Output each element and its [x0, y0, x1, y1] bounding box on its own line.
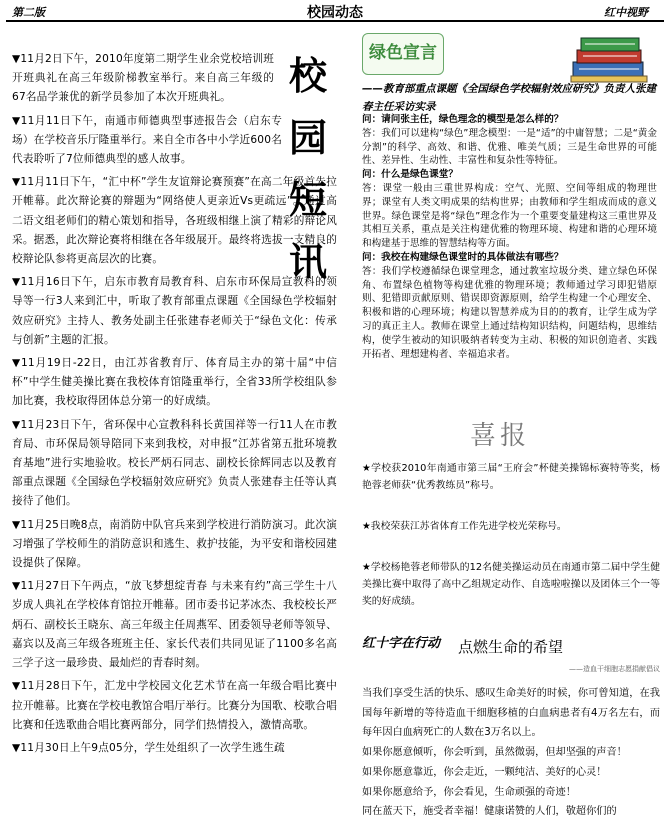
good-news-item: ★学校获2010年南通市第三届“王府会”杯健美操锦标赛特等奖，杨艳蓉老师获“优秀教练员”称号。 [362, 463, 660, 491]
poem-line: 如果你愿意靠近，你会走近，一颗纯洁、美好的心灵！ [362, 766, 607, 778]
page-number: 第二版 [12, 6, 45, 19]
poem-line: 如果你愿意倾听，你会听到，虽然微弱，但却坚强的声音！ [362, 747, 627, 759]
interview-subheading: ——教育部重点课题《全国绿色学校辐射效应研究》负责人张建春主任采访实录 [362, 83, 656, 113]
red-cross-title: 点燃生命的希望 [458, 638, 564, 656]
news-item: ▼11月16日下午，启东市教育局教育科、启东市环保局宣教科的领导等一行3人来到汇中，听取了教育部重点课题《全国绿色学校辐射效应研究》主持人、教务处副主任张建春老师关于“绿色文化：传承与创新”主题的汇报。 [12, 276, 337, 346]
red-cross-label: 红十字在行动 [362, 636, 441, 651]
paper-name: 红中视野 [604, 6, 648, 19]
poem-line: 同在蓝天下，施受者幸福！健康诺赞的人们，敬超你们的 [362, 806, 617, 818]
section-title-campus-news: 校 园 短 讯 [288, 53, 327, 284]
page-title: 校园动态 [307, 5, 363, 21]
question: 问：请问张主任，绿色理念的模型是怎么样的？ [362, 114, 564, 125]
answer: 答：我们学校遵循绿色课堂理念，通过教室垃圾分类、建立绿色环保角、布置绿色植物等构建优雅的物理环境；教师通过学习即犯错原则、犯错即贡献原则、错误即资源原则，给学生构建一个心理安全、积极和谐的心理环境；构建以智慧养成为目的的教育，让学生成为学习的真正主人。教师在课堂上通过结构知识结构，问题结构，思维结构，使学生被动的知识吸纳者转变为主动、积极的知识创造者、实践开拓者、理想建构者、幸福追求者。 [362, 265, 657, 360]
green-declaration-badge: 绿色宣言 [362, 33, 444, 75]
news-item: ▼11月27日下午两点，“放飞梦想绽青春 与未来有约”高三学生十八岁成人典礼在学校体育馆拉开帷幕。团市委书记茅冰杰、我校校长严炳石、副校长王晓东、高三年级主任周燕军、团委领导老师等领导、嘉宾以及高三年级各班班主任、家长代表们共同见证了1100多名高三学子这一最珍贵、最灿烂的青春时刻。 [12, 580, 337, 670]
red-cross-author: ——造血干细胞志愿捐献倡议 [569, 665, 660, 673]
good-news-item: ★学校杨艳蓉老师带队的12名健美操运动员在南通市第二届中学生健美操比赛中取得了高中乙组规定动作、自选啦啦操以及团体三个一等奖的好成绩。 [362, 562, 660, 607]
question: 问：我校在构建绿色课堂时的具体做法有哪些？ [362, 251, 564, 263]
news-item: ▼11月23日下午，省环保中心宣教科科长黄国祥等一行11人在市教育局、市环保局领导陪同下来到我校，对申报“江苏省第五批环境教育基地”进行实地验收。校长严炳石同志、副校长徐辉同志以及教育部重点课题《全国绿色学校辐射效应研究》负责人张建春主任等认真接待了他们。 [12, 418, 337, 508]
page-header [0, 0, 670, 22]
news-item: ▼11月25日晚8点，南消防中队官兵来到学校进行消防演习。此次演习增强了学校师生的消防意识和逃生、救护技能，为平安和谐校园建设提供了保障。 [12, 518, 337, 570]
news-item: ▼11月11日下午，“汇中杯”学生友谊辩论赛预赛”在高二年级首先拉开帷幕。此次辩论赛的辩题为“网络使人更亲近Vs更疏远”。通过高二语文组老师们的精心策划和指导，各班级相继上演了精彩的辩论风采。据悉，此次辩论赛将相继在各年级展开。最终将选拔一支精良的校辩论队参将更高层次的比赛。 [12, 176, 337, 266]
news-item: ▼11月30日上午9点05分，学生处组织了一次学生逃生疏 [12, 741, 285, 754]
good-news-title: 喜报 [470, 421, 531, 451]
answer: 答：课堂一般由三重世界构成：空气、光照、空间等组成的物理世界；课堂有人类文明成果的结构世界；由教师和学生组成而成的意义世界。绿色课堂是将“绿色”理念作为一个重要变量建构这三重世界及其相互关系，重点是关注构建优雅的物理环境、构建和谐的心理环境和构建基于思维的智慧结构等方面。 [362, 182, 657, 250]
header-rule [6, 20, 664, 22]
interview-qa [362, 113, 657, 361]
books-icon [565, 28, 655, 88]
question: 问：什么是绿色课堂？ [362, 169, 458, 181]
news-item: ▼11月2日下午，2010年度第二期学生业余党校培训班开班典礼在高三年级阶梯教室举行。来自高三年级的67名品学兼优的新学员参加了本次开班典礼。 [12, 53, 275, 104]
news-item: ▼11月28日下午，汇龙中学校园文化艺术节在高一年级合唱比赛中拉开帷幕。比赛在学校电教馆合唱厅举行。比赛分为国歌、校歌合唱比赛和任选歌曲合唱比赛两部分，同学们热情投入，激情高歌。 [12, 680, 337, 731]
good-news-item: ★我校荣获江苏省体育工作先进学校光荣称号。 [362, 521, 567, 532]
poem-line: 如果你愿意给予，你会看见，生命顽强的奇迹！ [362, 786, 576, 798]
news-item: ▼11月19日-22日，由江苏省教育厅、体育局主办的第十届“中信杯”中学生健美操比赛在我校体育馆隆重举行，全省33所学校组队参加比赛，我校取得团体总分第一的好成绩。 [12, 357, 337, 408]
red-cross-body [362, 684, 660, 822]
answer: 答：我们可以建构“绿色”理念模型：一是“适”的中庸智慧；二是“黄金分割”的科学、高效、和谐、优雅、唯美气质；三是生命世界的可能性、差异性、生动性、丰富性和复杂性等特征。 [362, 127, 657, 167]
news-item: ▼11月11日下午，南通市师德典型事迹报告会（启东专场）在学校音乐厅隆重举行。来自全市各中小学近600名代表聆听了7位师德典型的感人故事。 [12, 114, 282, 166]
good-news-list [362, 460, 660, 634]
poem-line: 当我们享受生活的快乐、感叹生命美好的时候，你可曾知道，在我国每年新增的等待造血干细胞移植的白血病患者有4万名左右，而每年因白血病死亡的人数在3万名以上。 [362, 688, 660, 739]
campus-news-column [12, 50, 337, 762]
